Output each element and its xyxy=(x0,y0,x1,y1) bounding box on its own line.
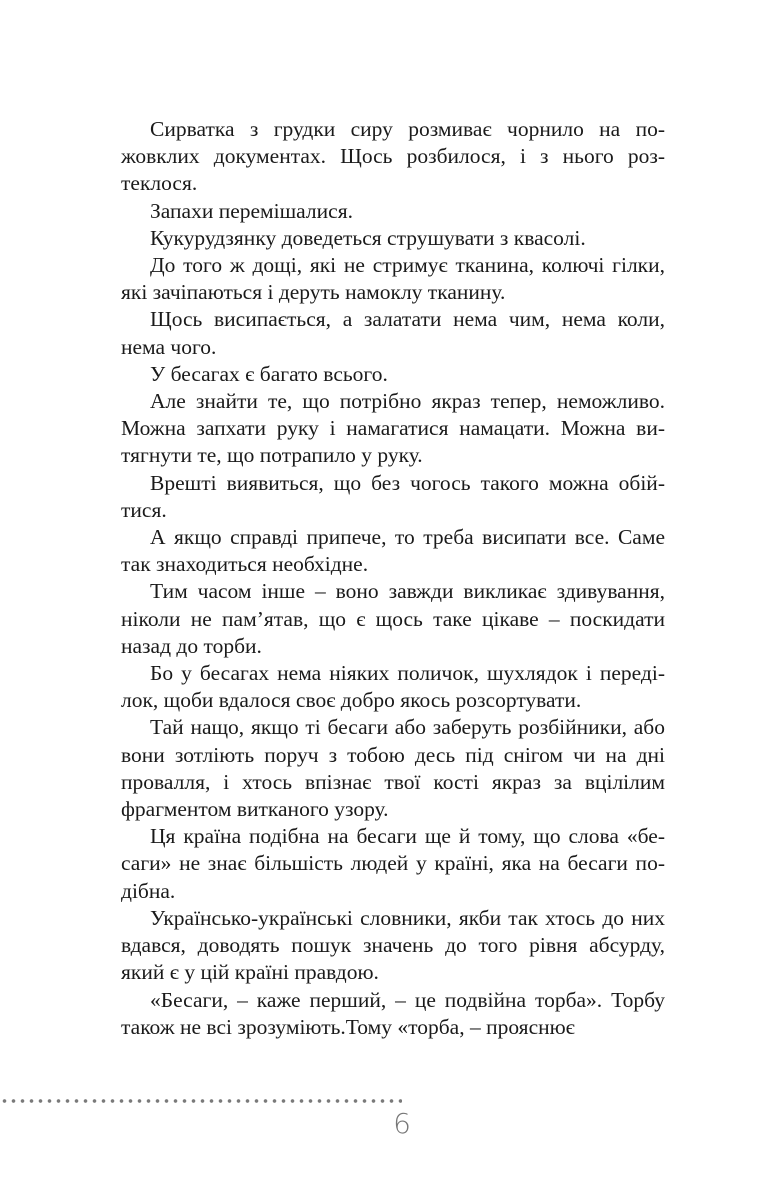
paragraph: Українсько-українські словники, якби так хтось до них вдався, доводять пошук значень до того рівня абсурду, який є у цій країні правдою. xyxy=(121,905,665,985)
paragraph: Врешті виявиться, що без чогось такого можна обійтися. xyxy=(121,470,665,522)
paragraph: Бо у бесагах нема ніяких поличок, шухлядок і переділок, щоби вдалося своє добро якось розсортувати. xyxy=(121,661,665,713)
paragraph: «Бесаги, – каже перший, – це подвійна торба». Торбу також не всі зрозуміють.Тому «торба, – прояснює xyxy=(121,987,665,1039)
paragraph: Кукурудзянку доведеться струшувати з квасолі. xyxy=(150,225,586,250)
paragraph: До того ж дощі, які не стримує тканина, колючі гілки, які зачіпаються і деруть намоклу тканину. xyxy=(121,253,665,305)
paragraph: Але знайти те, що потрібно якраз тепер, неможливо. Можна запхати руку і намагатися намацати. Можна витягнути те, що потрапило у руку. xyxy=(121,389,665,468)
page-number: 6 xyxy=(393,1107,411,1140)
paragraph: Ця країна подібна на бесаги ще й тому, що слова «бесаги» не знає більшість людей у країні, яка на бесаги подібна. xyxy=(121,824,665,903)
page-body-text xyxy=(121,116,665,1041)
paragraph: Тай нащо, якщо ті бесаги або заберуть розбійники, або вони зотліють поруч з тобою десь під снігом чи на дні провалля, і хтось впізнає твої кості якраз за вцілілим фрагментом витканого узору. xyxy=(121,715,665,822)
paragraph: У бесагах є багато всього. xyxy=(150,361,388,386)
paragraph: Щось висипається, а залатати нема чим, нема коли, нема чого. xyxy=(121,307,665,359)
footer-dotted-rule xyxy=(0,1098,402,1104)
paragraph: Запахи перемішалися. xyxy=(150,198,353,223)
paragraph: Сирватка з грудки сиру розмиває чорнило на пожовклих документах. Щось розбилося, і з нього розтеклося. xyxy=(121,117,665,196)
paragraph: А якщо справді припече, то треба висипати все. Саме так знаходиться необхідне. xyxy=(121,525,665,577)
paragraph: Тим часом інше – воно завжди викликає здивування, ніколи не пам’ятав, що є щось таке цікаве – поскидати назад до торби. xyxy=(121,579,665,658)
